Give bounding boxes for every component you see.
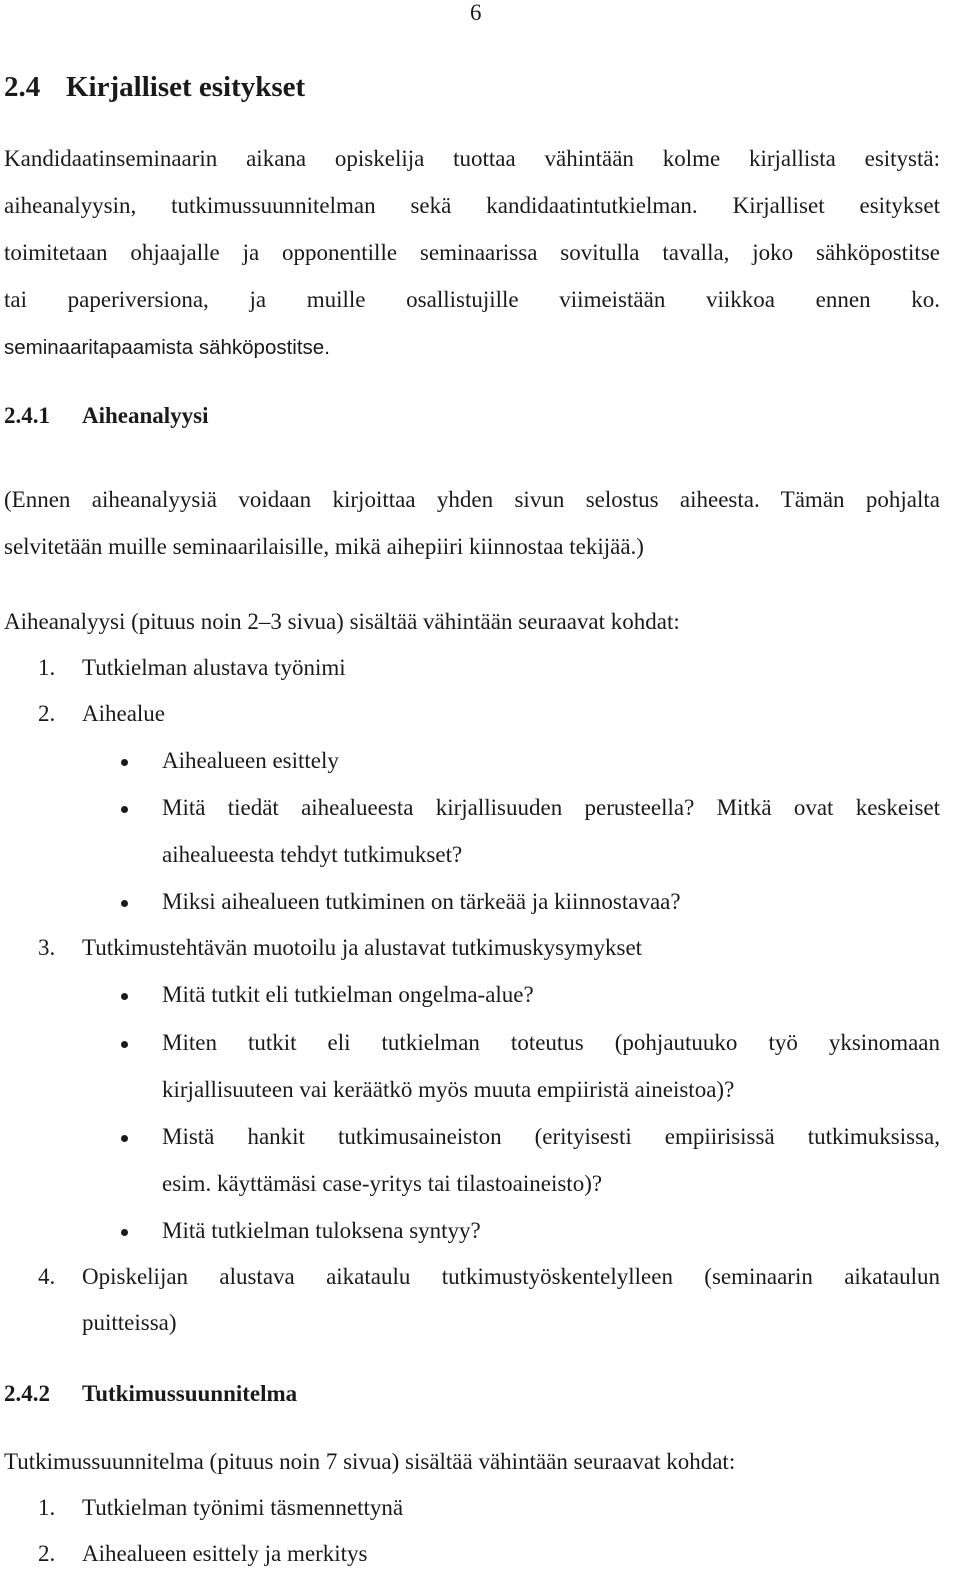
subsection-number: 2.4.1 [4,403,50,428]
bullet-item-text: esim. käyttämäsi case-yritys tai tilastoaineisto)? [162,1171,603,1196]
paragraph-line: toimitetaan ohjaajalle ja opponentille seminaarissa sovitulla tavalla, joko sähköpostitse [4,240,940,265]
tutkimussuunnitelma-lead: Tutkimussuunnitelma (pituus noin 7 sivua) sisältää vähintään seuraavat kohdat: [4,1449,736,1474]
section-heading [4,71,305,104]
bullet-item-text: Miksi aihealueen tutkiminen on tärkeää ja kiinnostavaa? [162,889,681,914]
bullet-item-text: aihealueesta tehdyt tutkimukset? [162,842,463,867]
bullet-icon [121,1041,128,1048]
bullet-item-text: kirjallisuuteen vai keräätkö myös muuta empiiristä aineistoa)? [162,1077,735,1102]
bullet-icon [121,1135,128,1142]
section-number: 2.4 [4,71,41,103]
bullet-icon [121,806,128,813]
list-item-text: Aihealue [82,701,166,726]
list-item-text: Aihealueen esittely ja merkitys [82,1541,368,1566]
list-item-text: Tutkimustehtävän muotoilu ja alustavat tutkimuskysymykset [82,935,643,960]
paragraph-line: Kandidaatinseminaarin aikana opiskelija tuottaa vähintään kolme kirjallista esitystä: [4,146,940,171]
paragraph-line: tai paperiversiona, ja muille osallistujille viimeistään viikkoa ennen ko. [4,287,940,312]
subsection-title: Tutkimussuunnitelma [82,1381,298,1406]
list-item-number: 2. [38,1541,56,1566]
list-item-number: 3. [38,935,56,960]
list-item-text: Tutkielman alustava työnimi [82,655,346,680]
bullet-item-text: Mitä tutkit eli tutkielman ongelma-alue? [162,982,534,1007]
bullet-icon [121,759,128,766]
bullet-icon [121,900,128,907]
list-item-text: Tutkielman työnimi täsmennettynä [82,1495,404,1520]
paragraph-line: (Ennen aiheanalyysiä voidaan kirjoittaa yhden sivun selostus aiheesta. Tämän pohjalta [4,487,940,512]
subsection-heading-aiheanalyysi [4,403,209,429]
subsection-title: Aiheanalyysi [82,403,209,428]
page-number: 6 [470,0,482,25]
list-item-number: 2. [38,701,56,726]
bullet-item-text: Miten tutkit eli tutkielman toteutus (pohjautuuko työ yksinomaan [162,1030,940,1055]
subsection-number: 2.4.2 [4,1381,50,1406]
section-title: Kirjalliset esitykset [66,71,306,103]
bullet-item-text: Mitä tutkielman tuloksena syntyy? [162,1218,481,1243]
bullet-icon [121,993,128,1000]
list-item-number: 1. [38,1495,56,1520]
aiheanalyysi-lead: Aiheanalyysi (pituus noin 2–3 sivua) sisältää vähintään seuraavat kohdat: [4,609,680,634]
paragraph-line: selvitetään muille seminaarilaisille, mikä aihepiiri kiinnostaa tekijää.) [4,534,644,559]
bullet-item-text: Aihealueen esittely [162,748,339,773]
paragraph-line: seminaaritapaamista sähköpostitse. [4,336,330,359]
list-item-text: Opiskelijan alustava aikataulu tutkimustyöskentelylleen (seminaarin aikataulun [82,1264,940,1289]
bullet-item-text: Mistä hankit tutkimusaineiston (erityisesti empiirisissä tutkimuksissa, [162,1124,940,1149]
bullet-icon [121,1229,128,1236]
list-item-number: 4. [38,1264,56,1289]
bullet-item-text: Mitä tiedät aihealueesta kirjallisuuden perusteella? Mitkä ovat keskeiset [162,795,940,820]
list-item-text: puitteissa) [82,1310,177,1335]
list-item-number: 1. [38,655,56,680]
paragraph-line: aiheanalyysin, tutkimussuunnitelman sekä kandidaatintutkielman. Kirjalliset esitykset [4,193,940,218]
subsection-heading-tutkimussuunnitelma [4,1381,297,1407]
